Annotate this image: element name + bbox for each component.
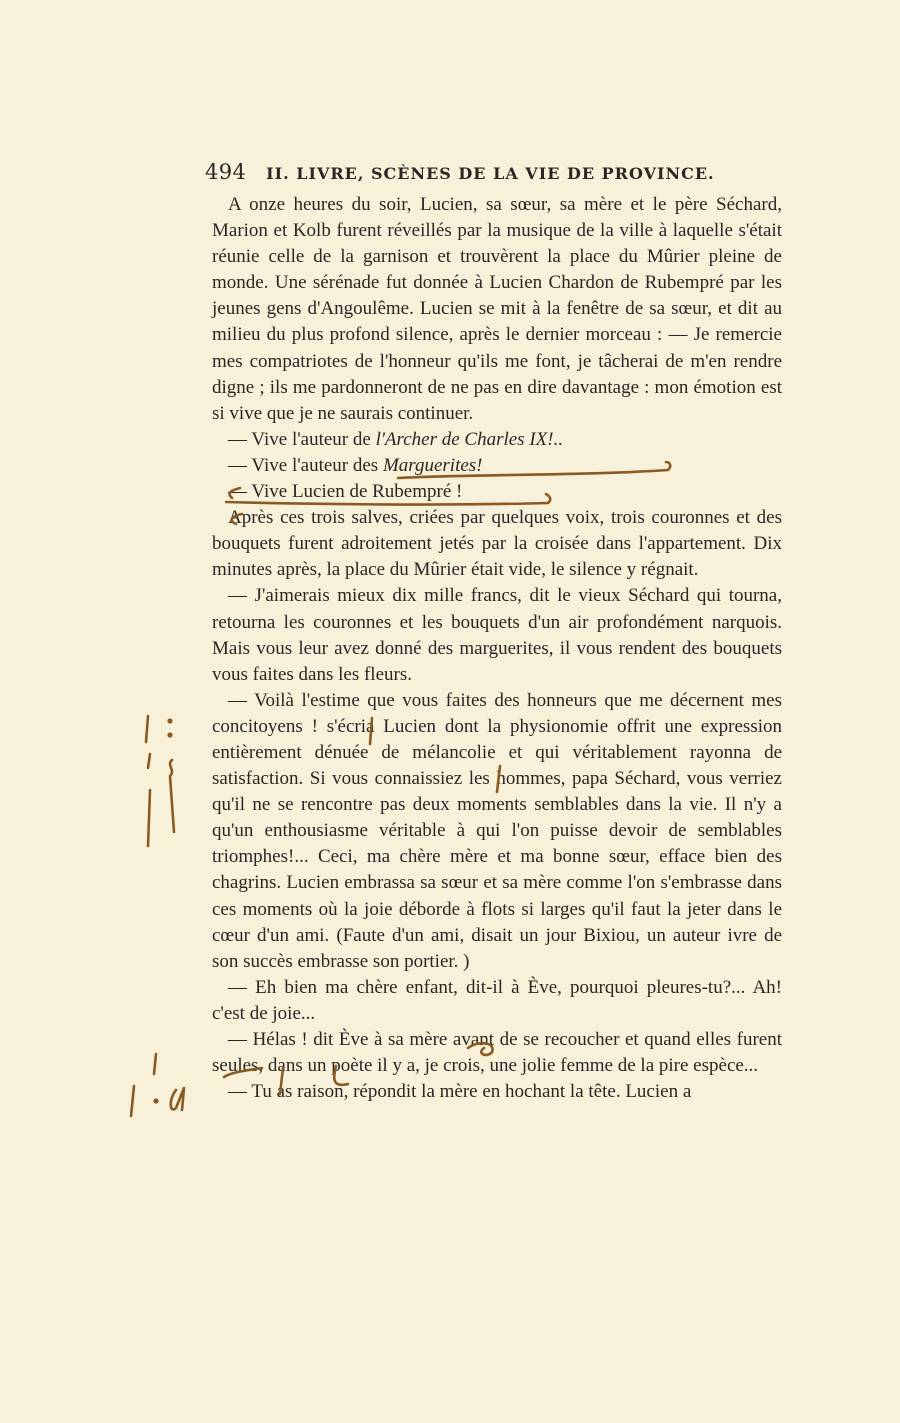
margin-bar-upper-1 (146, 716, 148, 742)
running-title: II. LIVRE, SCÈNES DE LA VIE DE PROVINCE. (266, 164, 715, 183)
cry-archer-prefix: — Vive l'auteur de (228, 428, 376, 450)
cry-archer (212, 427, 782, 453)
paragraph-eh-bien: — Eh bien ma chère enfant, dit-il à Ève, pourquoi pleures-tu?... Ah! c'est de joie... (212, 976, 782, 1024)
paragraph-lucien-reply: — Voilà l'estime que vous faites des honneurs que me décernent mes concitoyens ! s'écria Lucien dont la physionomie offrit une expression entièrement dénuée de mélancolie et qui véritablement rayonna de satisfaction. Si vous connaissiez les hommes, papa Séchard, vous verriez qu'il ne se rencontre pas deux moments semblables dans la vie. Il n'y a qu'un enthousiasme véritable à qui l'on puisse devoir de semblables triomphes!... Ceci, ma chère mère et ma bonne sœur, efface bien des chagrins. Lucien embrassa sa sœur et sa mère comme l'on s'embrasse dans ces moments où la joie déborde à flots si larges qu'il faut la jeter dans le cœur d'un ami. (Faute d'un ami, disait un jour Bixiou, un auteur ivre de son succès embrasse son portier. ) (212, 689, 782, 972)
cry-marguerites-prefix: — Vive l'auteur des (228, 454, 383, 476)
cry-archer-title: l'Archer de Charles IX!.. (375, 428, 564, 450)
cry-marguerites (212, 453, 782, 479)
paragraph-tu-as-raison: — Tu as raison, répondit la mère en hochant la tête. Lucien a (228, 1081, 692, 1103)
margin-bar-upper-2 (148, 754, 150, 768)
paragraph-sechard: — J'aimerais mieux dix mille francs, dit le vieux Séchard qui tourna, retourna les couronnes et les bouquets d'un air profondément narquois. Mais vous leur avez donné des marguerites, il vous rendent des bouquets vous faites dans les fleurs. (212, 585, 782, 685)
margin-bar-upper-3 (148, 790, 150, 846)
cry-marguerites-title: Marguerites! (382, 454, 483, 476)
paragraph-serenade: A onze heures du soir, Lucien, sa sœur, sa mère et le père Séchard, Marion et Kolb furent réveillés par la musique de la ville à laquelle s'était réunie celle de la garnison et trouvèrent la place du Mûrier pleine de monde. Une sérénade fut donnée à Lucien Chardon de Rubempré par les jeunes gens d'Angoulême. Lucien se mit à la fenêtre de sa sœur, et dit au milieu du plus profond silence, après le dernier morceau : — Je remercie mes compatriotes de l'honneur qu'ils me font, je tâcherai de m'en rendre digne ; ils me pardonneront de ne pas en dire davantage : mon émotion est si vive que je ne saurais continuer. (212, 194, 782, 424)
body-text (212, 192, 782, 1105)
page-number: 494 (205, 160, 247, 184)
paragraph-salves: Après ces trois salves, criées par quelques voix, trois couronnes et des bouquets furent adroitement jetés par la croisée dans l'appartement. Dix minutes après, la place du Mûrier était vide, le silence y régnait. (212, 507, 782, 581)
margin-bar-lower-1 (154, 1054, 156, 1074)
margin-mark-lower (171, 1088, 184, 1110)
page-header (205, 160, 785, 184)
margin-dot-upper-1 (167, 718, 172, 723)
margin-bracket-upper (170, 760, 174, 832)
margin-dot-lower (153, 1098, 158, 1103)
cry-lucien: — Vive Lucien de Rubempré ! (228, 481, 463, 503)
margin-dot-upper-2 (167, 732, 172, 737)
paragraph-helas: — Hélas ! dit Ève à sa mère avant de se recoucher et quand elles furent seules, dans un poète il y a, je crois, une jolie femme de la pire espèce... (212, 1029, 782, 1077)
margin-bar-lower-2 (131, 1086, 134, 1116)
